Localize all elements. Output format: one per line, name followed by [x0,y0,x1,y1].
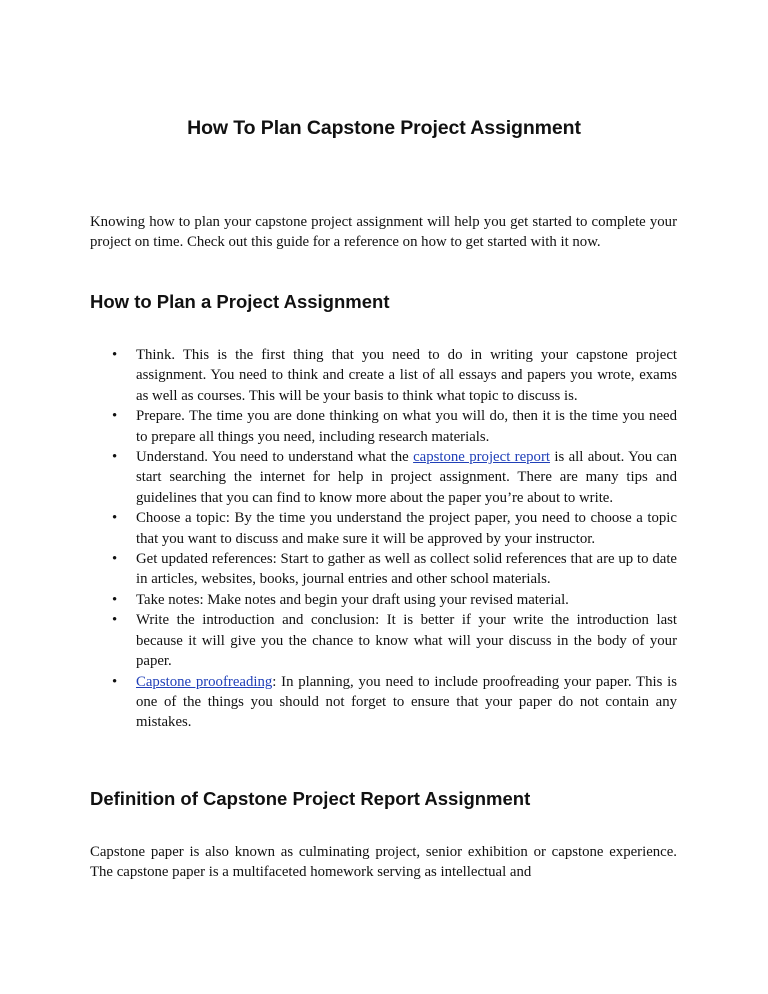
bullet-icon: • [112,591,118,608]
list-item [90,590,677,610]
list-item-text-start: Understand. You need to understand what the [136,449,414,466]
list-item [90,672,677,733]
plan-steps-list [90,345,677,733]
capstone-project-report-link[interactable]: capstone project report [413,449,550,466]
list-item [90,549,677,590]
list-item-text: Think. This is the first thing that you need to do in writing your capstone project assignment. You need to think and create a list of all essays and papers you wrote, exams as well as courses. This will be your basis to think what topic to discuss is. [136,347,677,404]
intro-paragraph: Knowing how to plan your capstone project assignment will help you get started to complete your project on time. Check out this guide for a reference on how to get started with it now. [90,214,677,251]
list-item-text: Choose a topic: By the time you understand the project paper, you need to choose a topic that you want to discuss and make sure it will be approved by your instructor. [136,510,677,547]
list-item [90,610,677,671]
bullet-icon: • [112,551,118,568]
section-heading-plan: How to Plan a Project Assignment [90,291,390,312]
bullet-icon: • [112,347,118,363]
bullet-icon: • [112,449,118,466]
capstone-proofreading-link[interactable]: Capstone proofreading [136,673,273,690]
bullet-icon: • [112,510,118,527]
list-item-text: Write the introduction and conclusion: It is better if your write the introduction last because it will give you the chance to know what will your discuss in the body of your paper. [136,612,677,670]
list-item-text: Prepare. The time you are done thinking on what you will do, then it is the time you need to prepare all things you need, including research materials. [136,408,677,445]
list-item-text: Get updated references: Start to gather as well as collect solid references that are up to date in articles, websites, books, journal entries and other school materials. [136,551,677,588]
bullet-icon: • [112,673,118,690]
section-heading-definition: Definition of Capstone Project Report Assignment [90,788,531,809]
list-item-text: Take notes: Make notes and begin your draft using your revised material. [136,591,569,608]
list-item [90,345,677,406]
list-item [90,406,677,447]
list-item [90,447,677,508]
page-title: How To Plan Capstone Project Assignment [187,117,581,139]
bullet-icon: • [112,408,118,425]
list-item-text-end: : In planning, you need to include proofreading your paper. This is one of the things you should not forget to ensure that your paper do not contain any mistakes. [136,673,677,731]
definition-paragraph: Capstone paper is also known as culminating project, senior exhibition or capstone experience. The capstone paper is a multifaceted homework serving as intellectual and [90,844,677,881]
list-item-text-end: is all about. You can start searching the internet for help in project assignment. There are many tips and guidelines that you can find to know more about the paper you’re about to write. [136,449,678,506]
list-item [90,508,677,549]
bullet-icon: • [112,612,118,629]
